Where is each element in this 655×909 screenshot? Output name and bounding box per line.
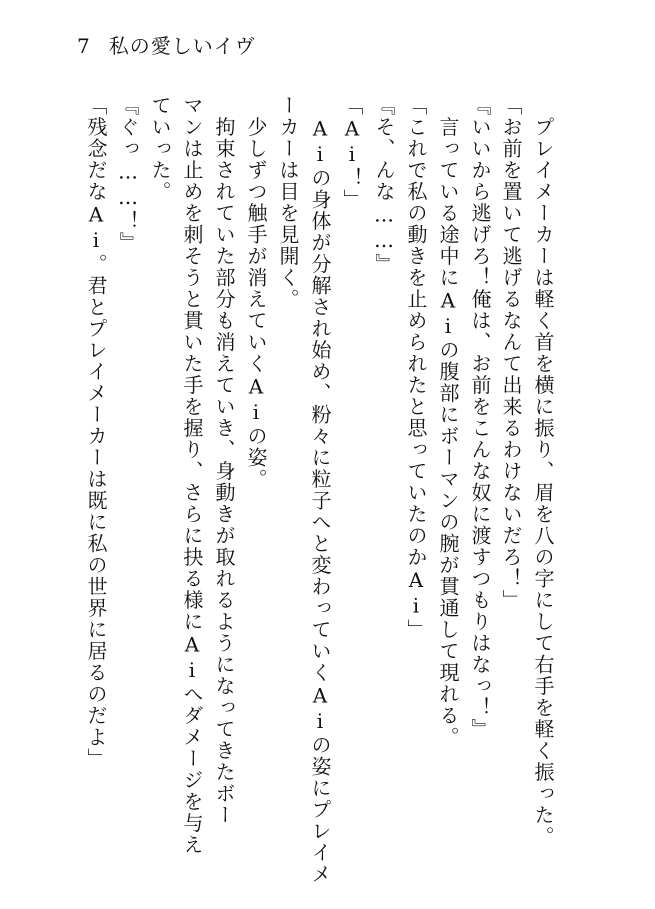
text-column: 拘束されていた部分も消えていき、身動きが取れるようになってきたボー	[212, 95, 236, 826]
text-column: 少しずつ触手が消えていくAiの姿。	[244, 95, 268, 490]
text-column: マンは止めを刺そうと貫いた手を握り、さらに抉る様にAiへダメージを与え	[180, 95, 204, 856]
text-column: 『ぐっ……！』	[116, 95, 140, 254]
text-column: プレイメーカーは軽く首を横に振り、眉を八の字にして右手を軽く振った。	[531, 95, 555, 848]
text-column: 「残念だなAi。君とプレイメーカーは既に私の世界に居るのだよ」	[84, 95, 108, 770]
chapter-number: 7	[77, 34, 91, 58]
text-column: Aiの身体が分解され始め、粉々に粒子へと変わっていくAiの姿にプレイメ	[308, 95, 332, 885]
text-column: 「Ai！」	[340, 95, 364, 211]
text-column: 言っている途中にAiの腹部にボーマンの腕が貫通して現れる。	[436, 95, 460, 748]
text-column: ーカーは目を見開く。	[276, 95, 300, 310]
text-column: ていった。	[148, 95, 172, 203]
chapter-title: 私の愛しいイヴ	[108, 34, 256, 58]
text-column: 「お前を置いて逃げるなんて出来るわけないだろ！」	[499, 95, 523, 611]
text-column: 『いいから逃げろ！俺は、お前をこんな奴に渡すつもりはなっ！』	[468, 95, 492, 740]
text-column: 「これで私の動きを止められたと思っていたのかAi」	[404, 95, 428, 641]
text-column: 『そ、んな……』	[372, 95, 396, 275]
